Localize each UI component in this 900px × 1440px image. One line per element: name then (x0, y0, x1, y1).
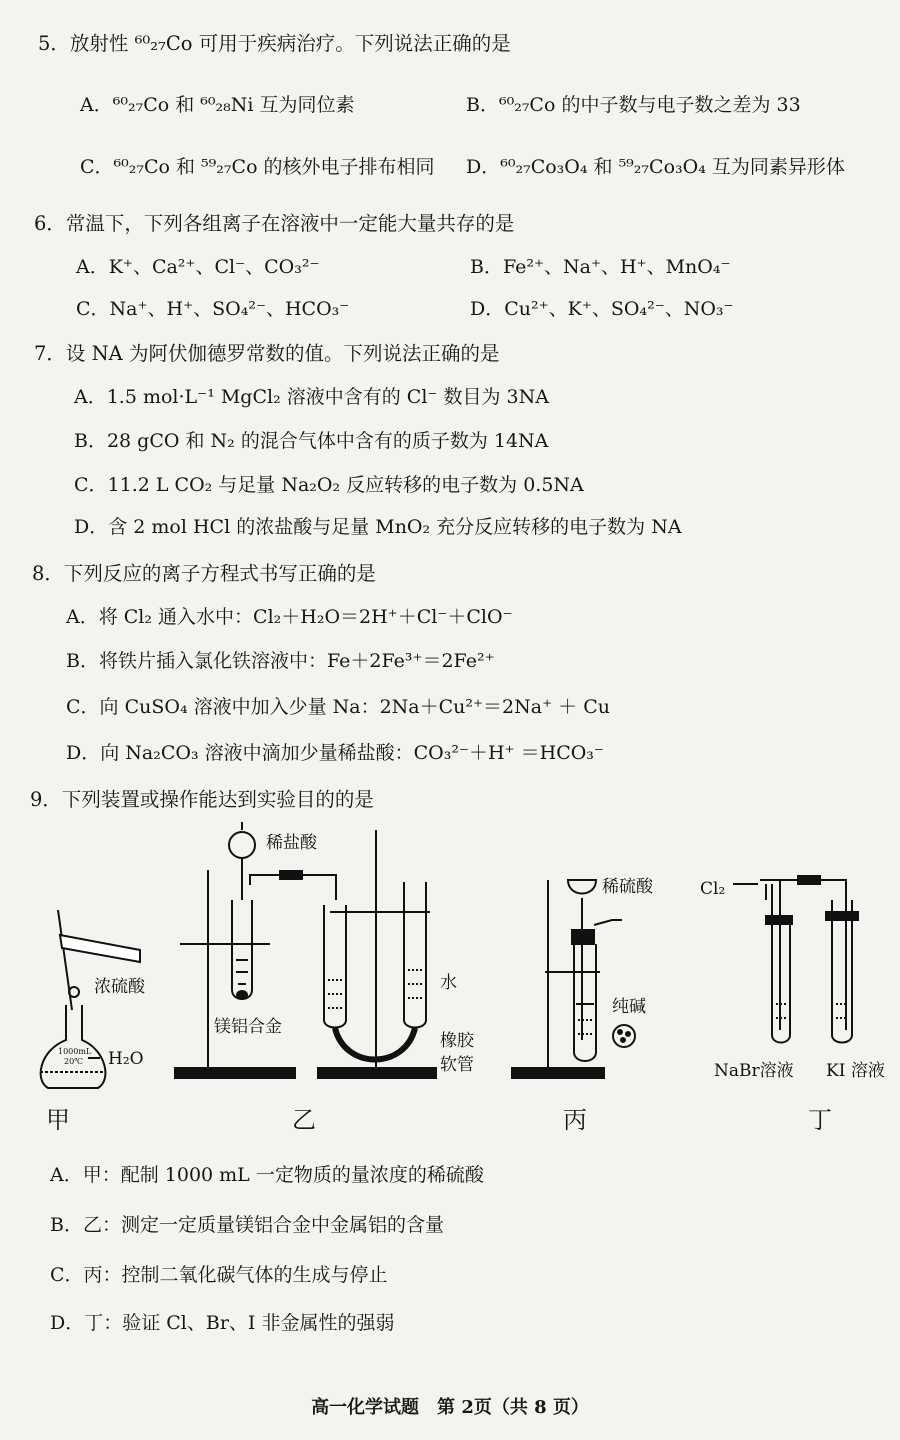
q7-option-b: B．28 gCO 和 N₂ 的混合气体中含有的质子数为 14NA (74, 430, 549, 452)
bing-solid-label: 纯碱 (612, 997, 646, 1017)
q8-option-c: C．向 CuSO₄ 溶液中加入少量 Na：2Na＋Cu²⁺＝2Na⁺ ＋ Cu (66, 696, 610, 718)
q6-option-d: D．Cu²⁺、K⁺、SO₄²⁻、NO₃⁻ (470, 298, 734, 320)
yi-tube-label-2: 软管 (440, 1055, 474, 1075)
bing-acid-label: 稀硫酸 (602, 877, 653, 897)
q7-option-d: D．含 2 mol HCl 的浓盐酸与足量 MnO₂ 充分反应转移的电子数为 NA (74, 516, 682, 538)
jia-flask-mark: 1000mL (58, 1047, 92, 1056)
q5-option-b: B．⁶⁰₂₇Co 的中子数与电子数之差为 33 (466, 94, 801, 116)
ding-caption: 丁 (808, 1106, 832, 1134)
ding-gas-label: Cl₂ (700, 879, 726, 899)
q8-option-d: D．向 Na₂CO₃ 溶液中滴加少量稀盐酸：CO₃²⁻＋H⁺ ＝HCO₃⁻ (66, 742, 604, 764)
yi-tube-label-1: 橡胶 (440, 1031, 474, 1051)
page-footer: 高一化学试题 第 2页（共 8 页） (311, 1397, 589, 1418)
q9-option-d: D．丁：验证 Cl、Br、I 非金属性的强弱 (50, 1312, 395, 1334)
q8-stem: 8．下列反应的离子方程式书写正确的是 (32, 562, 376, 585)
bing-caption: 丙 (563, 1106, 587, 1134)
q6-stem: 6．常温下，下列各组离子在溶液中一定能大量共存的是 (34, 212, 515, 235)
ding-apparatus (733, 876, 858, 1043)
jia-water-label: H₂O (108, 1049, 144, 1069)
jia-caption: 甲 (46, 1106, 70, 1134)
q9-apparatus-figure (0, 820, 900, 1140)
q9-option-c: C．丙：控制二氧化碳气体的生成与停止 (50, 1264, 388, 1286)
yi-water-label: 水 (440, 973, 457, 993)
q8-option-a: A．将 Cl₂ 通入水中：Cl₂＋H₂O＝2H⁺＋Cl⁻＋ClO⁻ (66, 606, 513, 628)
q5-option-a: A．⁶⁰₂₇Co 和 ⁶⁰₂₈Ni 互为同位素 (80, 94, 355, 116)
q5-stem: 5．放射性 ⁶⁰₂₇Co 可用于疾病治疗。下列说法正确的是 (38, 32, 511, 55)
yi-alloy-label: 镁铝合金 (214, 1017, 282, 1037)
q6-option-b: B．Fe²⁺、Na⁺、H⁺、MnO₄⁻ (470, 256, 731, 278)
yi-acid-label: 稀盐酸 (266, 833, 317, 853)
yi-apparatus (175, 822, 436, 1078)
bing-apparatus (512, 880, 635, 1078)
q6-option-c: C．Na⁺、H⁺、SO₄²⁻、HCO₃⁻ (76, 298, 350, 320)
q5-option-d: D．⁶⁰₂₇Co₃O₄ 和 ⁵⁹₂₇Co₃O₄ 互为同素异形体 (466, 156, 845, 178)
q9-stem: 9．下列装置或操作能达到实验目的的是 (30, 788, 374, 811)
q6-option-a: A．K⁺、Ca²⁺、Cl⁻、CO₃²⁻ (76, 256, 320, 278)
q7-option-c: C．11.2 L CO₂ 与足量 Na₂O₂ 反应转移的电子数为 0.5NA (74, 474, 584, 496)
yi-caption: 乙 (292, 1106, 316, 1134)
q5-option-c: C．⁶⁰₂₇Co 和 ⁵⁹₂₇Co 的核外电子排布相同 (80, 156, 435, 178)
ding-sol2-label: KI 溶液 (826, 1061, 885, 1081)
q7-stem: 7．设 NA 为阿伏伽德罗常数的值。下列说法正确的是 (34, 342, 500, 365)
q9-option-b: B．乙：测定一定质量镁铝合金中金属铝的含量 (50, 1214, 444, 1236)
ding-sol1-label: NaBr溶液 (714, 1061, 794, 1081)
jia-flask-temp: 20℃ (64, 1057, 84, 1066)
jia-reagent-label: 浓硫酸 (94, 977, 145, 997)
q8-option-b: B．将铁片插入氯化铁溶液中：Fe＋2Fe³⁺＝2Fe²⁺ (66, 650, 495, 672)
q7-option-a: A．1.5 mol·L⁻¹ MgCl₂ 溶液中含有的 Cl⁻ 数目为 3NA (74, 386, 549, 408)
q9-option-a: A．甲：配制 1000 mL 一定物质的量浓度的稀硫酸 (50, 1164, 484, 1186)
